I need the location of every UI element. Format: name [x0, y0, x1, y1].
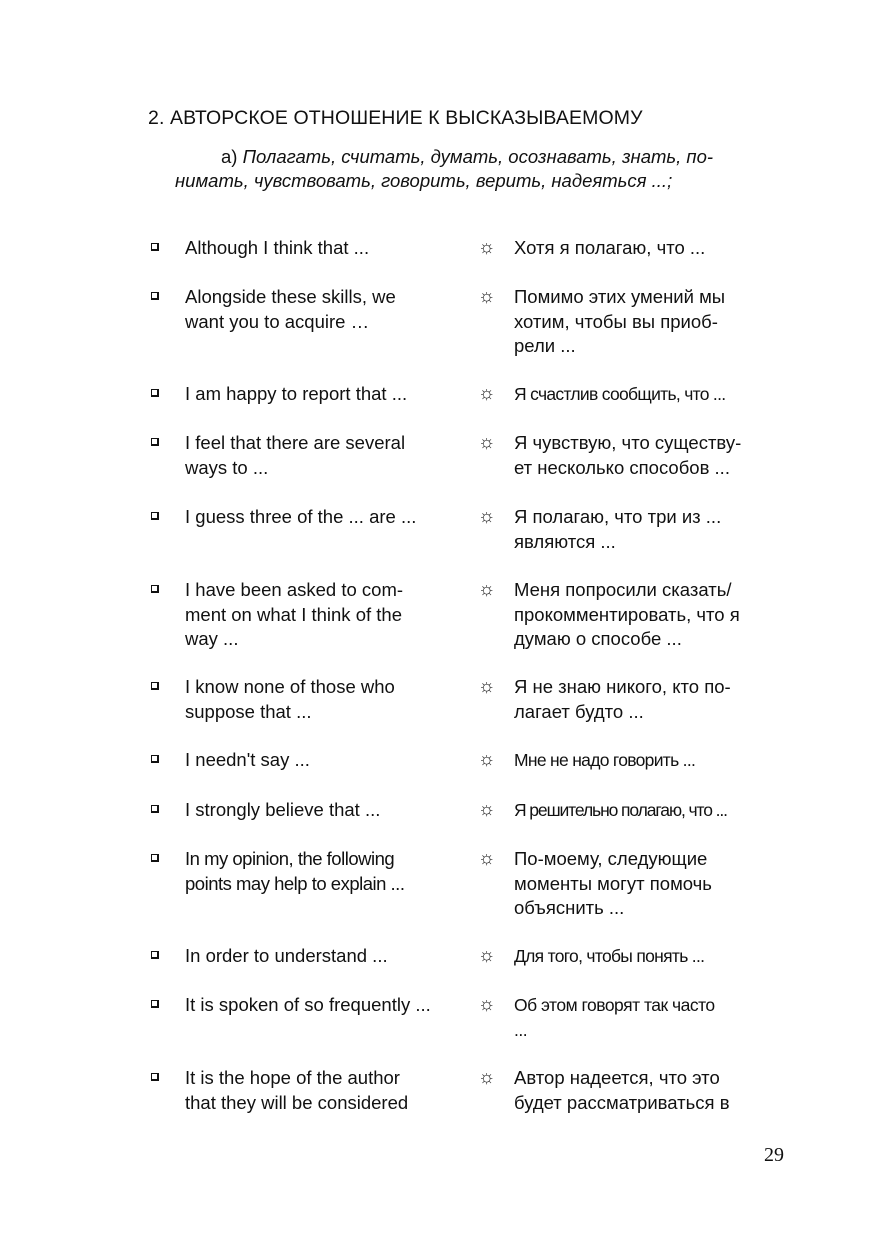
checkbox-square-icon	[151, 1000, 159, 1008]
subtitle	[175, 145, 790, 193]
sun-icon: ☼	[478, 579, 496, 600]
phrase-russian: Я полагаю, что три из ... являются ...	[514, 506, 722, 552]
subtitle-italic-1: Полагать, считать, думать, осознавать, знать, по-	[242, 146, 714, 167]
phrase-english: I strongly believe that ...	[185, 799, 381, 820]
checkbox-square-icon	[151, 292, 159, 300]
phrase-english: It is spoken of so frequently ...	[185, 994, 431, 1015]
phrase-russian: Об этом говорят так часто ...	[514, 995, 715, 1040]
phrase-english: I guess three of the ... are ...	[185, 506, 417, 527]
phrase-russian: Я решительно полагаю, что ...	[514, 800, 727, 820]
sun-icon: ☼	[478, 432, 496, 453]
checkbox-square-icon	[151, 243, 159, 251]
phrase-russian: Мне не надо говорить ...	[514, 750, 696, 770]
phrase-russian: По-моему, следующие моменты могут помочь объяснить ...	[514, 848, 712, 918]
sun-icon: ☼	[478, 676, 496, 697]
phrase-russian: Меня попросили сказать/ прокомментировать, что я думаю о способе ...	[514, 579, 740, 649]
subtitle-line-1	[175, 145, 790, 169]
phrase-english: Alongside these skills, we want you to acquire …	[185, 286, 396, 332]
checkbox-square-icon	[151, 682, 159, 690]
sun-icon: ☼	[478, 749, 496, 770]
sun-icon: ☼	[478, 994, 496, 1015]
page-number: 29	[764, 1144, 784, 1166]
phrase-english: In my opinion, the following points may help to explain ...	[185, 848, 405, 894]
phrase-english: In order to understand ...	[185, 945, 388, 966]
sun-icon: ☼	[478, 237, 496, 258]
phrase-english: I needn't say ...	[185, 749, 310, 770]
checkbox-square-icon	[151, 755, 159, 763]
sun-icon: ☼	[478, 848, 496, 869]
phrase-russian: Я не знаю никого, кто по- лагает будто ...	[514, 676, 731, 722]
checkbox-square-icon	[151, 951, 159, 959]
phrase-russian: Хотя я полагаю, что ...	[514, 237, 706, 258]
checkbox-square-icon	[151, 854, 159, 862]
checkbox-square-icon	[151, 805, 159, 813]
sun-icon: ☼	[478, 383, 496, 404]
subtitle-italic-2: нимать, чувствовать, говорить, верить, надеяться ...;	[175, 170, 673, 191]
sun-icon: ☼	[478, 799, 496, 820]
phrase-english: I know none of those who suppose that ...	[185, 676, 395, 722]
section-heading: 2. АВТОРСКОЕ ОТНОШЕНИЕ К ВЫСКАЗЫВАЕМОМУ	[148, 107, 643, 129]
checkbox-square-icon	[151, 389, 159, 397]
sun-icon: ☼	[478, 506, 496, 527]
phrase-russian: Для того, чтобы понять ...	[514, 946, 705, 966]
checkbox-square-icon	[151, 438, 159, 446]
phrase-english: It is the hope of the author that they will be considered	[185, 1067, 409, 1113]
sun-icon: ☼	[478, 945, 496, 966]
phrase-english: I feel that there are several ways to ...	[185, 432, 406, 478]
subtitle-prefix: а)	[221, 146, 243, 167]
phrase-english: I am happy to report that ...	[185, 383, 408, 404]
phrase-russian: Я чувствую, что существу- ет несколько способов ...	[514, 432, 742, 478]
phrase-english: Although I think that ...	[185, 237, 370, 258]
sun-icon: ☼	[478, 286, 496, 307]
phrase-russian: Помимо этих умений мы хотим, чтобы вы приоб- рели ...	[514, 286, 726, 356]
checkbox-square-icon	[151, 512, 159, 520]
sun-icon: ☼	[478, 1067, 496, 1088]
phrase-russian: Автор надеется, что это будет рассматриваться в	[514, 1067, 730, 1113]
checkbox-square-icon	[151, 1073, 159, 1081]
checkbox-square-icon	[151, 585, 159, 593]
phrase-english: I have been asked to com- ment on what I think of the way ...	[185, 579, 404, 649]
phrase-russian: Я счастлив сообщить, что ...	[514, 384, 726, 404]
